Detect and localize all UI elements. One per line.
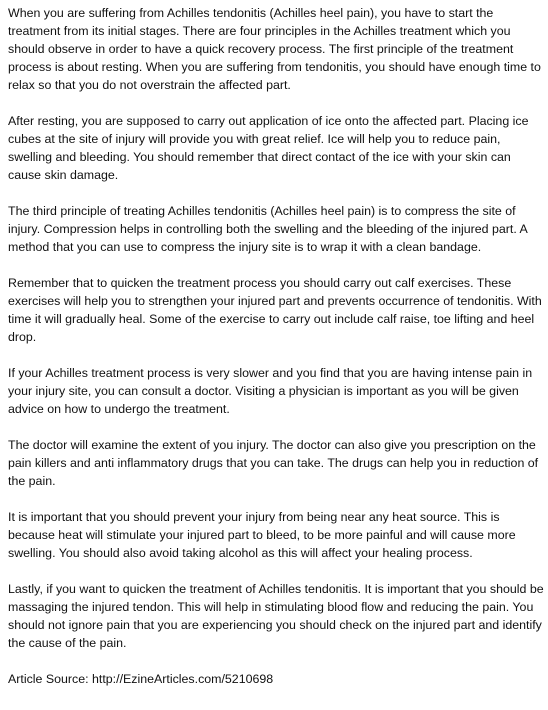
article-paragraph: Remember that to quicken the treatment process you should carry out calf exercises. These exercises will help you to strengthen your injured part and prevents occurrence of tendonitis. With time it will gradually heal. Some of the exercise to carry out include calf raise, toe lifting and heel drop. xyxy=(8,276,542,344)
article-source: Article Source: http://EzineArticles.com/5210698 xyxy=(8,672,274,686)
article-paragraph: After resting, you are supposed to carry out application of ice onto the affected part. Placing ice cubes at the site of injury will provide you with great relief. Ice will help you to reduce pain, swelling and bleeding. You should remember that direct contact of the ice with your skin can cause skin damage. xyxy=(8,114,529,182)
article-paragraph: It is important that you should prevent your injury from being near any heat source. This is because heat will stimulate your injured part to bleed, to be more painful and will cause more swelling. You should also avoid taking alcohol as this will affect your healing process. xyxy=(8,510,516,560)
article-paragraph: Lastly, if you want to quicken the treatment of Achilles tendonitis. It is important that you should be massaging the injured tendon. This will help in stimulating blood flow and reducing the pain. You should not ignore pain that you are experiencing you should check on the injured part and identify the cause of the pain. xyxy=(8,582,544,650)
article-paragraph: The third principle of treating Achilles tendonitis (Achilles heel pain) is to compress the site of injury. Compression helps in controlling both the swelling and the bleeding of the injured part. A method that you can use to compress the injury site is to wrap it with a clean bandage. xyxy=(8,204,528,254)
article-paragraph: If your Achilles treatment process is very slower and you find that you are having intense pain in your injury site, you can consult a doctor. Visiting a physician is important as you will be given advice on how to undergo the treatment. xyxy=(8,366,533,416)
article-paragraph: When you are suffering from Achilles tendonitis (Achilles heel pain), you have to start the treatment from its initial stages. There are four principles in the Achilles treatment which you should observe in order to have a quick recovery process. The first principle of the treatment process is about resting. When you are suffering from tendonitis, you should have enough time to relax so that you do not overstrain the affected part. xyxy=(8,6,541,92)
article-paragraph: The doctor will examine the extent of you injury. The doctor can also give you prescription on the pain killers and anti inflammatory drugs that you can take. The drugs can help you in reduction of the pain. xyxy=(8,438,539,488)
